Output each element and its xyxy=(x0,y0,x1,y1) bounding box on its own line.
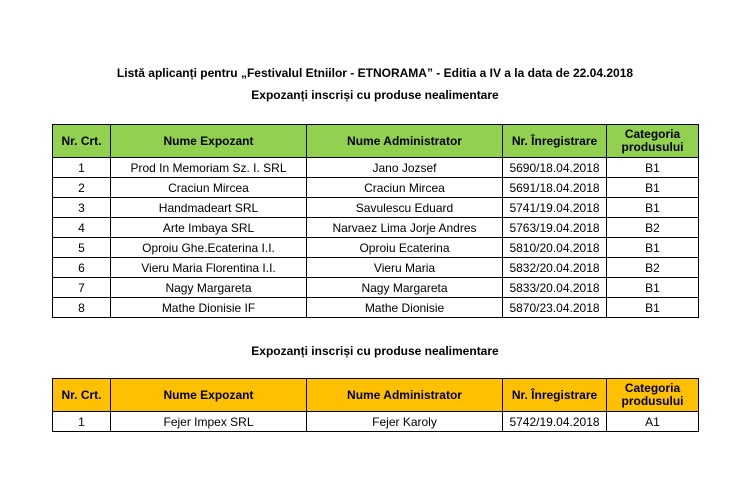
cell-nume-expozant: Prod In Memoriam Sz. I. SRL xyxy=(111,158,307,178)
cell-nr-crt: 6 xyxy=(53,258,111,278)
table-row xyxy=(53,218,699,238)
cell-nume-expozant: Fejer Impex SRL xyxy=(111,412,307,432)
cell-nume-administrator: Fejer Karoly xyxy=(307,412,503,432)
cell-nr-inregistrare: 5741/19.04.2018 xyxy=(503,198,607,218)
cell-nume-administrator: Craciun Mircea xyxy=(307,178,503,198)
table-header-row xyxy=(53,125,699,158)
cell-categoria: B1 xyxy=(607,178,699,198)
table-header-row xyxy=(53,379,699,412)
cell-nume-administrator: Savulescu Eduard xyxy=(307,198,503,218)
document-title: Listă aplicanți pentru „Festivalul Etniilor - ETNORAMA” - Editia a IV a la data de 22.04.2018 xyxy=(116,66,634,80)
col-header-nume-expozant: Nume Expozant xyxy=(111,379,307,412)
col-header-nr-inregistrare: Nr. Înregistrare xyxy=(503,125,607,158)
cell-categoria: B2 xyxy=(607,258,699,278)
section-title-1: Expozanți inscriși cu produse nealimentare xyxy=(251,88,499,102)
cell-nr-crt: 8 xyxy=(53,298,111,318)
table-row xyxy=(53,258,699,278)
cell-nr-inregistrare: 5810/20.04.2018 xyxy=(503,238,607,258)
cell-nume-administrator: Nagy Margareta xyxy=(307,278,503,298)
col-header-nume-administrator: Nume Administrator xyxy=(307,125,503,158)
cell-nume-expozant: Craciun Mircea xyxy=(111,178,307,198)
table-row xyxy=(53,412,699,432)
cell-nr-crt: 3 xyxy=(53,198,111,218)
cell-nume-administrator: Oproiu Ecaterina xyxy=(307,238,503,258)
table-row xyxy=(53,158,699,178)
table-row xyxy=(53,298,699,318)
table-row xyxy=(53,278,699,298)
cell-nume-administrator: Narvaez Lima Jorje Andres xyxy=(307,218,503,238)
exhibitors-table-1 xyxy=(52,124,699,318)
cell-nr-crt: 4 xyxy=(53,218,111,238)
cell-nr-crt: 2 xyxy=(53,178,111,198)
cell-nr-inregistrare: 5833/20.04.2018 xyxy=(503,278,607,298)
cell-nume-administrator: Mathe Dionisie xyxy=(307,298,503,318)
table-row xyxy=(53,198,699,218)
cell-nume-administrator: Vieru Maria xyxy=(307,258,503,278)
cell-nr-inregistrare: 5763/19.04.2018 xyxy=(503,218,607,238)
cell-categoria: B1 xyxy=(607,278,699,298)
cell-nume-expozant: Nagy Margareta xyxy=(111,278,307,298)
col-header-nr-crt: Nr. Crt. xyxy=(53,379,111,412)
cell-nr-crt: 7 xyxy=(53,278,111,298)
cell-nr-inregistrare: 5690/18.04.2018 xyxy=(503,158,607,178)
col-header-nume-expozant: Nume Expozant xyxy=(111,125,307,158)
col-header-nr-crt: Nr. Crt. xyxy=(53,125,111,158)
cell-nume-expozant: Handmadeart SRL xyxy=(111,198,307,218)
table-row xyxy=(53,238,699,258)
cell-categoria: B1 xyxy=(607,298,699,318)
cell-nr-inregistrare: 5832/20.04.2018 xyxy=(503,258,607,278)
cell-categoria: A1 xyxy=(607,412,699,432)
cell-nr-inregistrare: 5870/23.04.2018 xyxy=(503,298,607,318)
cell-nr-crt: 1 xyxy=(53,412,111,432)
section-title-2: Expozanți inscriși cu produse nealimentare xyxy=(251,344,499,358)
col-header-categoria-produsului: Categoria produsului xyxy=(607,379,699,412)
col-header-nume-administrator: Nume Administrator xyxy=(307,379,503,412)
cell-nr-crt: 1 xyxy=(53,158,111,178)
cell-nume-expozant: Mathe Dionisie IF xyxy=(111,298,307,318)
cell-nume-expozant: Oproiu Ghe.Ecaterina I.I. xyxy=(111,238,307,258)
cell-categoria: B1 xyxy=(607,158,699,178)
cell-categoria: B1 xyxy=(607,198,699,218)
cell-nume-expozant: Arte Imbaya SRL xyxy=(111,218,307,238)
cell-nr-inregistrare: 5691/18.04.2018 xyxy=(503,178,607,198)
cell-categoria: B2 xyxy=(607,218,699,238)
cell-nume-expozant: Vieru Maria Florentina I.I. xyxy=(111,258,307,278)
cell-nr-crt: 5 xyxy=(53,238,111,258)
cell-nr-inregistrare: 5742/19.04.2018 xyxy=(503,412,607,432)
col-header-nr-inregistrare: Nr. Înregistrare xyxy=(503,379,607,412)
exhibitors-table-2 xyxy=(52,378,699,432)
col-header-categoria-produsului: Categoria produsului xyxy=(607,125,699,158)
cell-categoria: B1 xyxy=(607,238,699,258)
table-row xyxy=(53,178,699,198)
cell-nume-administrator: Jano Jozsef xyxy=(307,158,503,178)
